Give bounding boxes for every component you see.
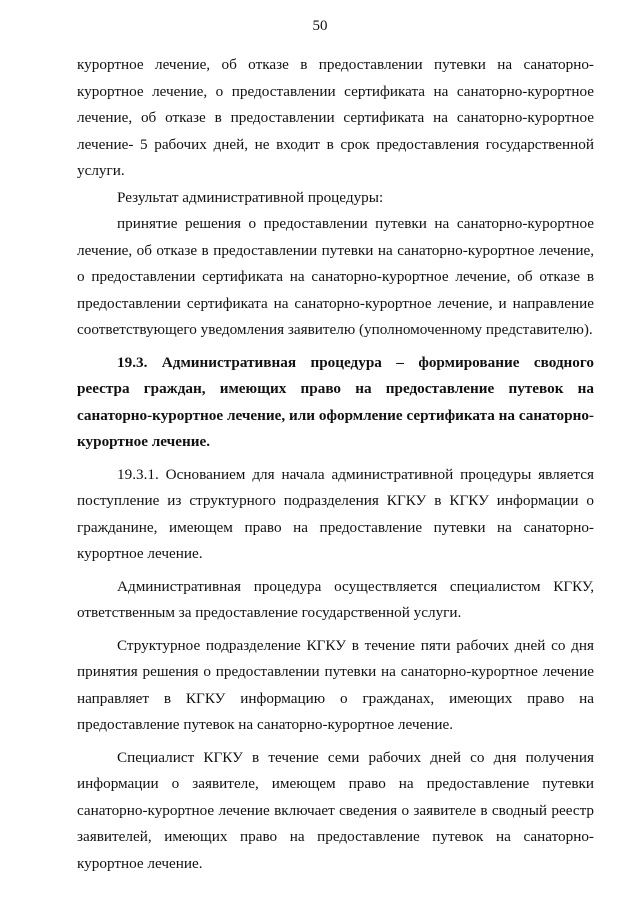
paragraph-result-label: Результат административной процедуры: [117, 188, 384, 206]
page-number: 50 [312, 18, 328, 34]
paragraph-specialist: Специалист КГКУ в течение семи рабочих дней со дня получения информации о заявителе, имеющем право на предоставление путевки санаторно-курортное лечение включает сведения о заявителе в сводный реестр заявителей, имеющих право на предоставление путевок на санаторно-курортное лечение. [77, 748, 594, 872]
paragraph-result-description: принятие решения о предоставлении путевки на санаторно-курортное лечение, об отказе в предоставлении путевки на санаторно-курортное лечение, о предоставлении сертификата на санаторно-курортное лечение, об отказе в предоставлении сертификата на санаторно-курортное лечение, и направление соответствующего уведомления заявителю (уполномоченному представителю). [77, 215, 594, 338]
document-body [77, 52, 594, 877]
paragraph-structural-unit: Структурное подразделение КГКУ в течение пяти рабочих дней со дня принятия решения о предоставлении путевки на санаторно-курортное лечение направляет в КГКУ информацию о гражданах, имеющих право на предоставление путевок на санаторно-курортное лечение. [77, 636, 594, 733]
paragraph-procedure-performer: Административная процедура осуществляется специалистом КГКУ, ответственным за предоставление государственной услуги. [77, 577, 594, 621]
paragraph-19-3-1: 19.3.1. Основанием для начала административной процедуры является поступление из структурного подразделения КГКУ в КГКУ информации о гражданине, имеющем право на предоставление путевки на санаторно-курортное лечение. [77, 465, 594, 562]
paragraph-continuation: курортное лечение, об отказе в предоставлении путевки на санаторно-курортное лечение, о предоставлении сертификата на санаторно-курортное лечение, об отказе в предоставлении сертификата на санаторно-курортное лечение- 5 рабочих дней, не входит в срок предоставления государственной услуги. [77, 56, 594, 179]
section-heading-19-3: 19.3. Административная процедура – формирование сводного реестра граждан, имеющих право на предоставление путевок на санаторно-курортное лечение, или оформление сертификата на санаторно-курортное лечение. [77, 353, 594, 450]
